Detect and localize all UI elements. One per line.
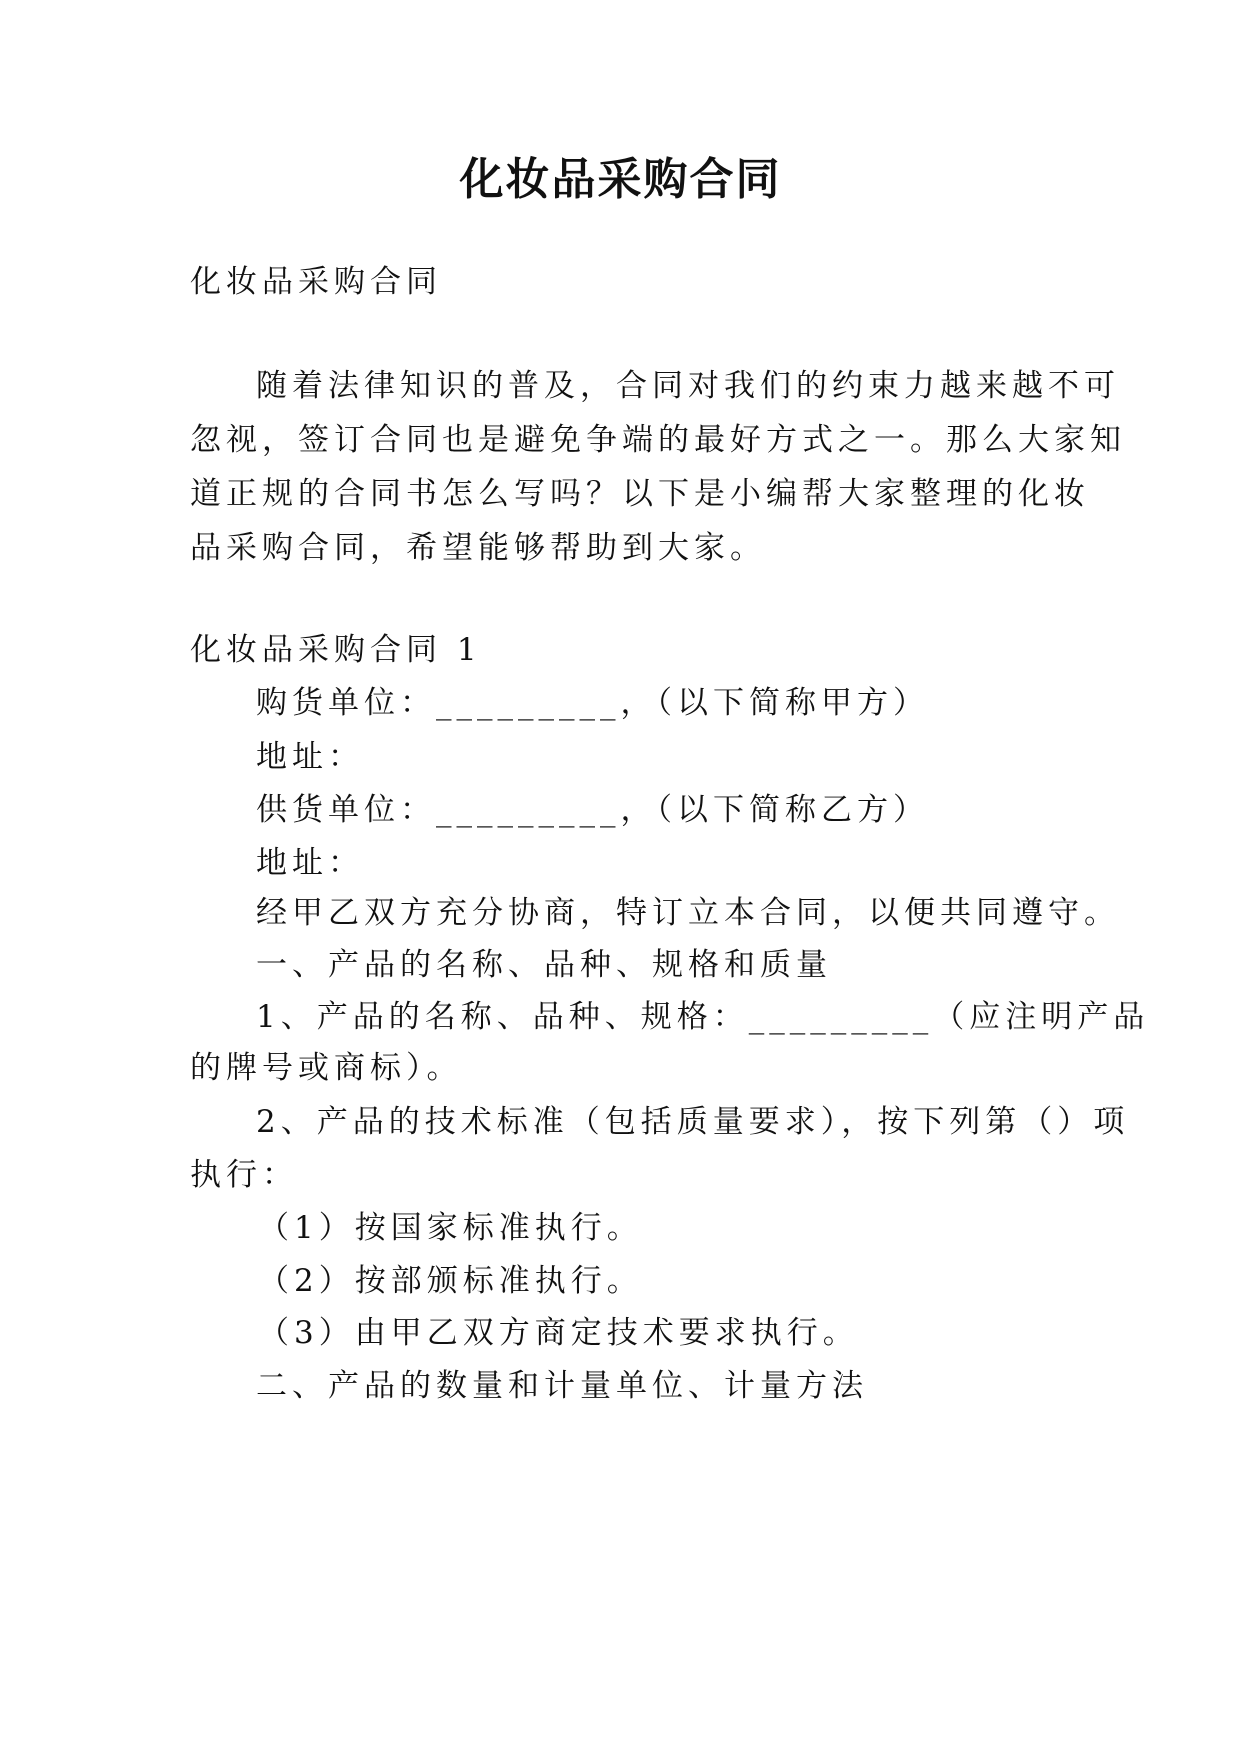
document-title: 化妆品采购合同 <box>459 154 782 205</box>
option-2: （2）按部颁标准执行。 <box>258 1263 643 1299</box>
option-1: （1）按国家标准执行。 <box>258 1210 643 1246</box>
seller-line: 供货单位：_________，（以下简称乙方） <box>256 792 929 828</box>
intro-line-1: 随着法律知识的普及，合同对我们的约束力越来越不可 <box>256 368 1120 404</box>
buyer-line: 购货单位：_________，（以下简称甲方） <box>256 685 929 721</box>
section-1-heading: 一、产品的名称、品种、规格和质量 <box>256 947 832 983</box>
seller-address: 地址： <box>256 845 364 881</box>
agreement-line: 经甲乙双方充分协商，特订立本合同，以便共同遵守。 <box>256 895 1120 931</box>
buyer-address: 地址： <box>256 739 364 775</box>
contract-heading: 化妆品采购合同 1 <box>190 632 482 668</box>
document-subtitle: 化妆品采购合同 <box>190 264 442 300</box>
intro-line-4: 品采购合同，希望能够帮助到大家。 <box>190 530 766 566</box>
item-2-line-b: 执行： <box>190 1157 298 1193</box>
intro-line-3: 道正规的合同书怎么写吗？以下是小编帮大家整理的化妆 <box>190 476 1090 512</box>
item-2-line-a: 2、产品的技术标准（包括质量要求），按下列第（）项 <box>256 1104 1130 1140</box>
item-1-line-a: 1、产品的名称、品种、规格：_________（应注明产品 <box>256 999 1150 1035</box>
item-1-line-b: 的牌号或商标）。 <box>190 1050 463 1086</box>
intro-line-2: 忽视，签订合同也是避免争端的最好方式之一。那么大家知 <box>190 422 1126 458</box>
option-3: （3）由甲乙双方商定技术要求执行。 <box>258 1315 859 1351</box>
section-2-heading: 二、产品的数量和计量单位、计量方法 <box>256 1368 868 1404</box>
